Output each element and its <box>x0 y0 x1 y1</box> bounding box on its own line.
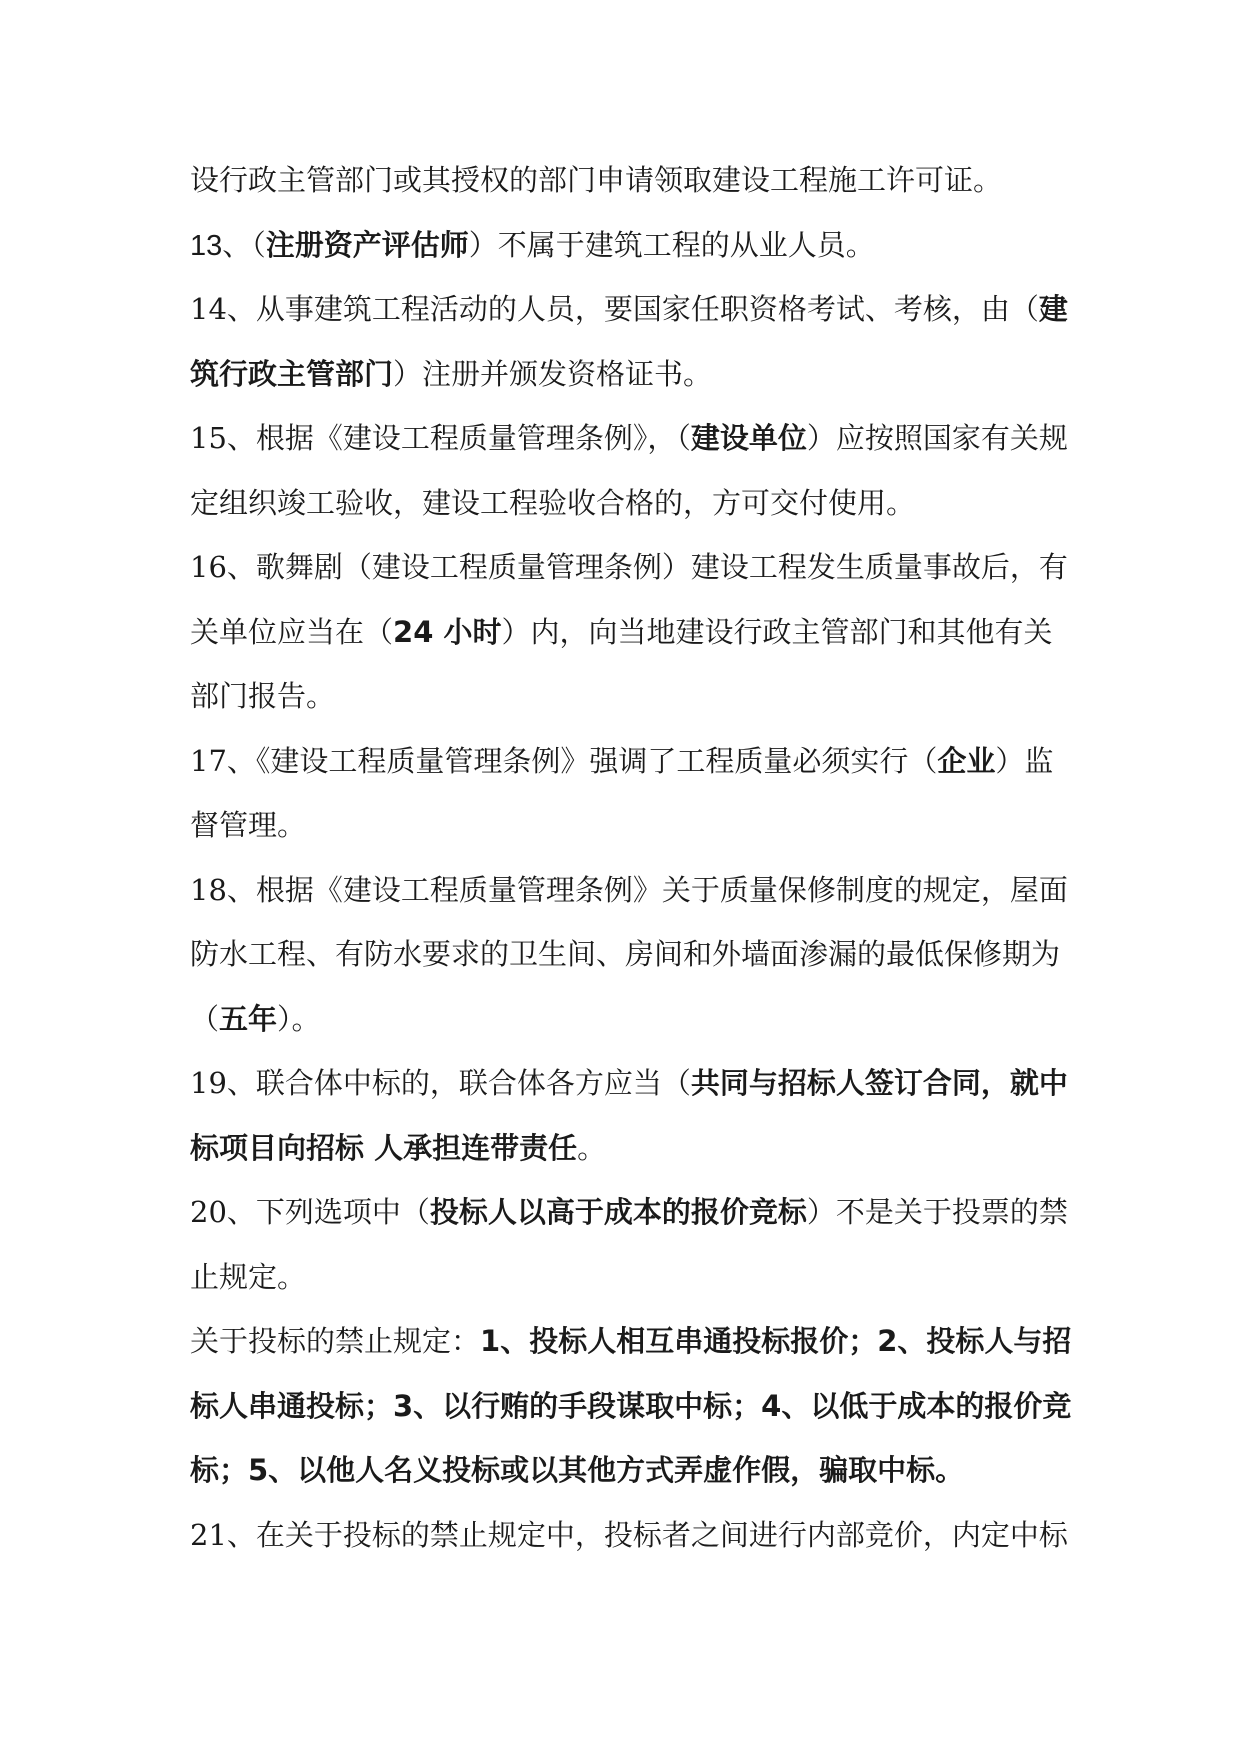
answer: 24 小时 <box>393 614 502 649</box>
text-line: 关单位应当在（24 小时）内，向当地建设行政主管部门和其他有关 <box>190 614 1053 649</box>
text-line: 16、歌舞剧（建设工程质量管理条例）建设工程发生质量事故后，有 <box>190 550 1068 584</box>
answer: 标人串通投标；3、以行贿的手段谋取中标；4、以低于成本的报价竞 <box>190 1388 1072 1423</box>
answer: 企业 <box>937 743 996 778</box>
text-line: （五年）。 <box>190 1001 321 1036</box>
text-line: 14、从事建筑工程活动的人员，要国家任职资格考试、考核，由（建 <box>190 292 1068 326</box>
answer: 筑行政主管部门 <box>190 356 394 391</box>
text-line: 标项目向招标 人承担连带责任。 <box>190 1130 607 1165</box>
text-line: 21、在关于投标的禁止规定中，投标者之间进行内部竞价，内定中标 <box>190 1517 1068 1552</box>
text-line: 13、（注册资产评估师）不属于建筑工程的从业人员。 <box>190 227 875 262</box>
text-line: 防水工程、有防水要求的卫生间、房间和外墙面渗漏的最低保修期为 <box>190 937 1061 971</box>
answer: 共同与招标人签订合同，就中 <box>690 1066 1068 1100</box>
text-line: 18、根据《建设工程质量管理条例》关于质量保修制度的规定，屋面 <box>190 872 1068 907</box>
text-line: 止规定。 <box>190 1259 307 1294</box>
text-line: 定组织竣工验收，建设工程验收合格的，方可交付使用。 <box>190 485 916 520</box>
text-line: 19、联合体中标的，联合体各方应当（共同与招标人签订合同，就中 <box>190 1066 1068 1100</box>
text-line: 设行政主管部门或其授权的部门申请领取建设工程施工许可证。 <box>190 163 1003 197</box>
answer: 标；5、以他人名义投标或以其他方式弄虚作假，骗取中标。 <box>190 1453 965 1487</box>
answer: 注册资产评估师 <box>265 227 469 262</box>
text-line: 关于投标的禁止规定：1、投标人相互串通投标报价；2、投标人与招 <box>190 1324 1072 1358</box>
answer: 标项目向招标 人承担连带责任 <box>190 1130 578 1165</box>
answer: 建 <box>1038 292 1068 326</box>
answer: 投标人以高于成本的报价竞标 <box>429 1195 807 1229</box>
answer: 五年 <box>219 1001 278 1036</box>
text-line <box>190 1438 1060 1503</box>
answer: 建设单位 <box>690 421 807 455</box>
document-page <box>190 148 1072 1567</box>
answer: 1、投标人相互串通投标报价；2、投标人与招 <box>480 1324 1072 1358</box>
text-line: 部门报告。 <box>190 679 336 713</box>
text-line: 筑行政主管部门）注册并颁发资格证书。 <box>190 356 713 391</box>
text-line: 15、根据《建设工程质量管理条例》，（建设单位）应按照国家有关规 <box>190 421 1068 455</box>
text-line <box>190 1374 1072 1439</box>
text-line: 17、《建设工程质量管理条例》强调了工程质量必须实行（企业）监 <box>190 743 1054 778</box>
text-line: 督管理。 <box>190 808 307 842</box>
text-line: 20、下列选项中（投标人以高于成本的报价竞标）不是关于投票的禁 <box>190 1195 1068 1229</box>
